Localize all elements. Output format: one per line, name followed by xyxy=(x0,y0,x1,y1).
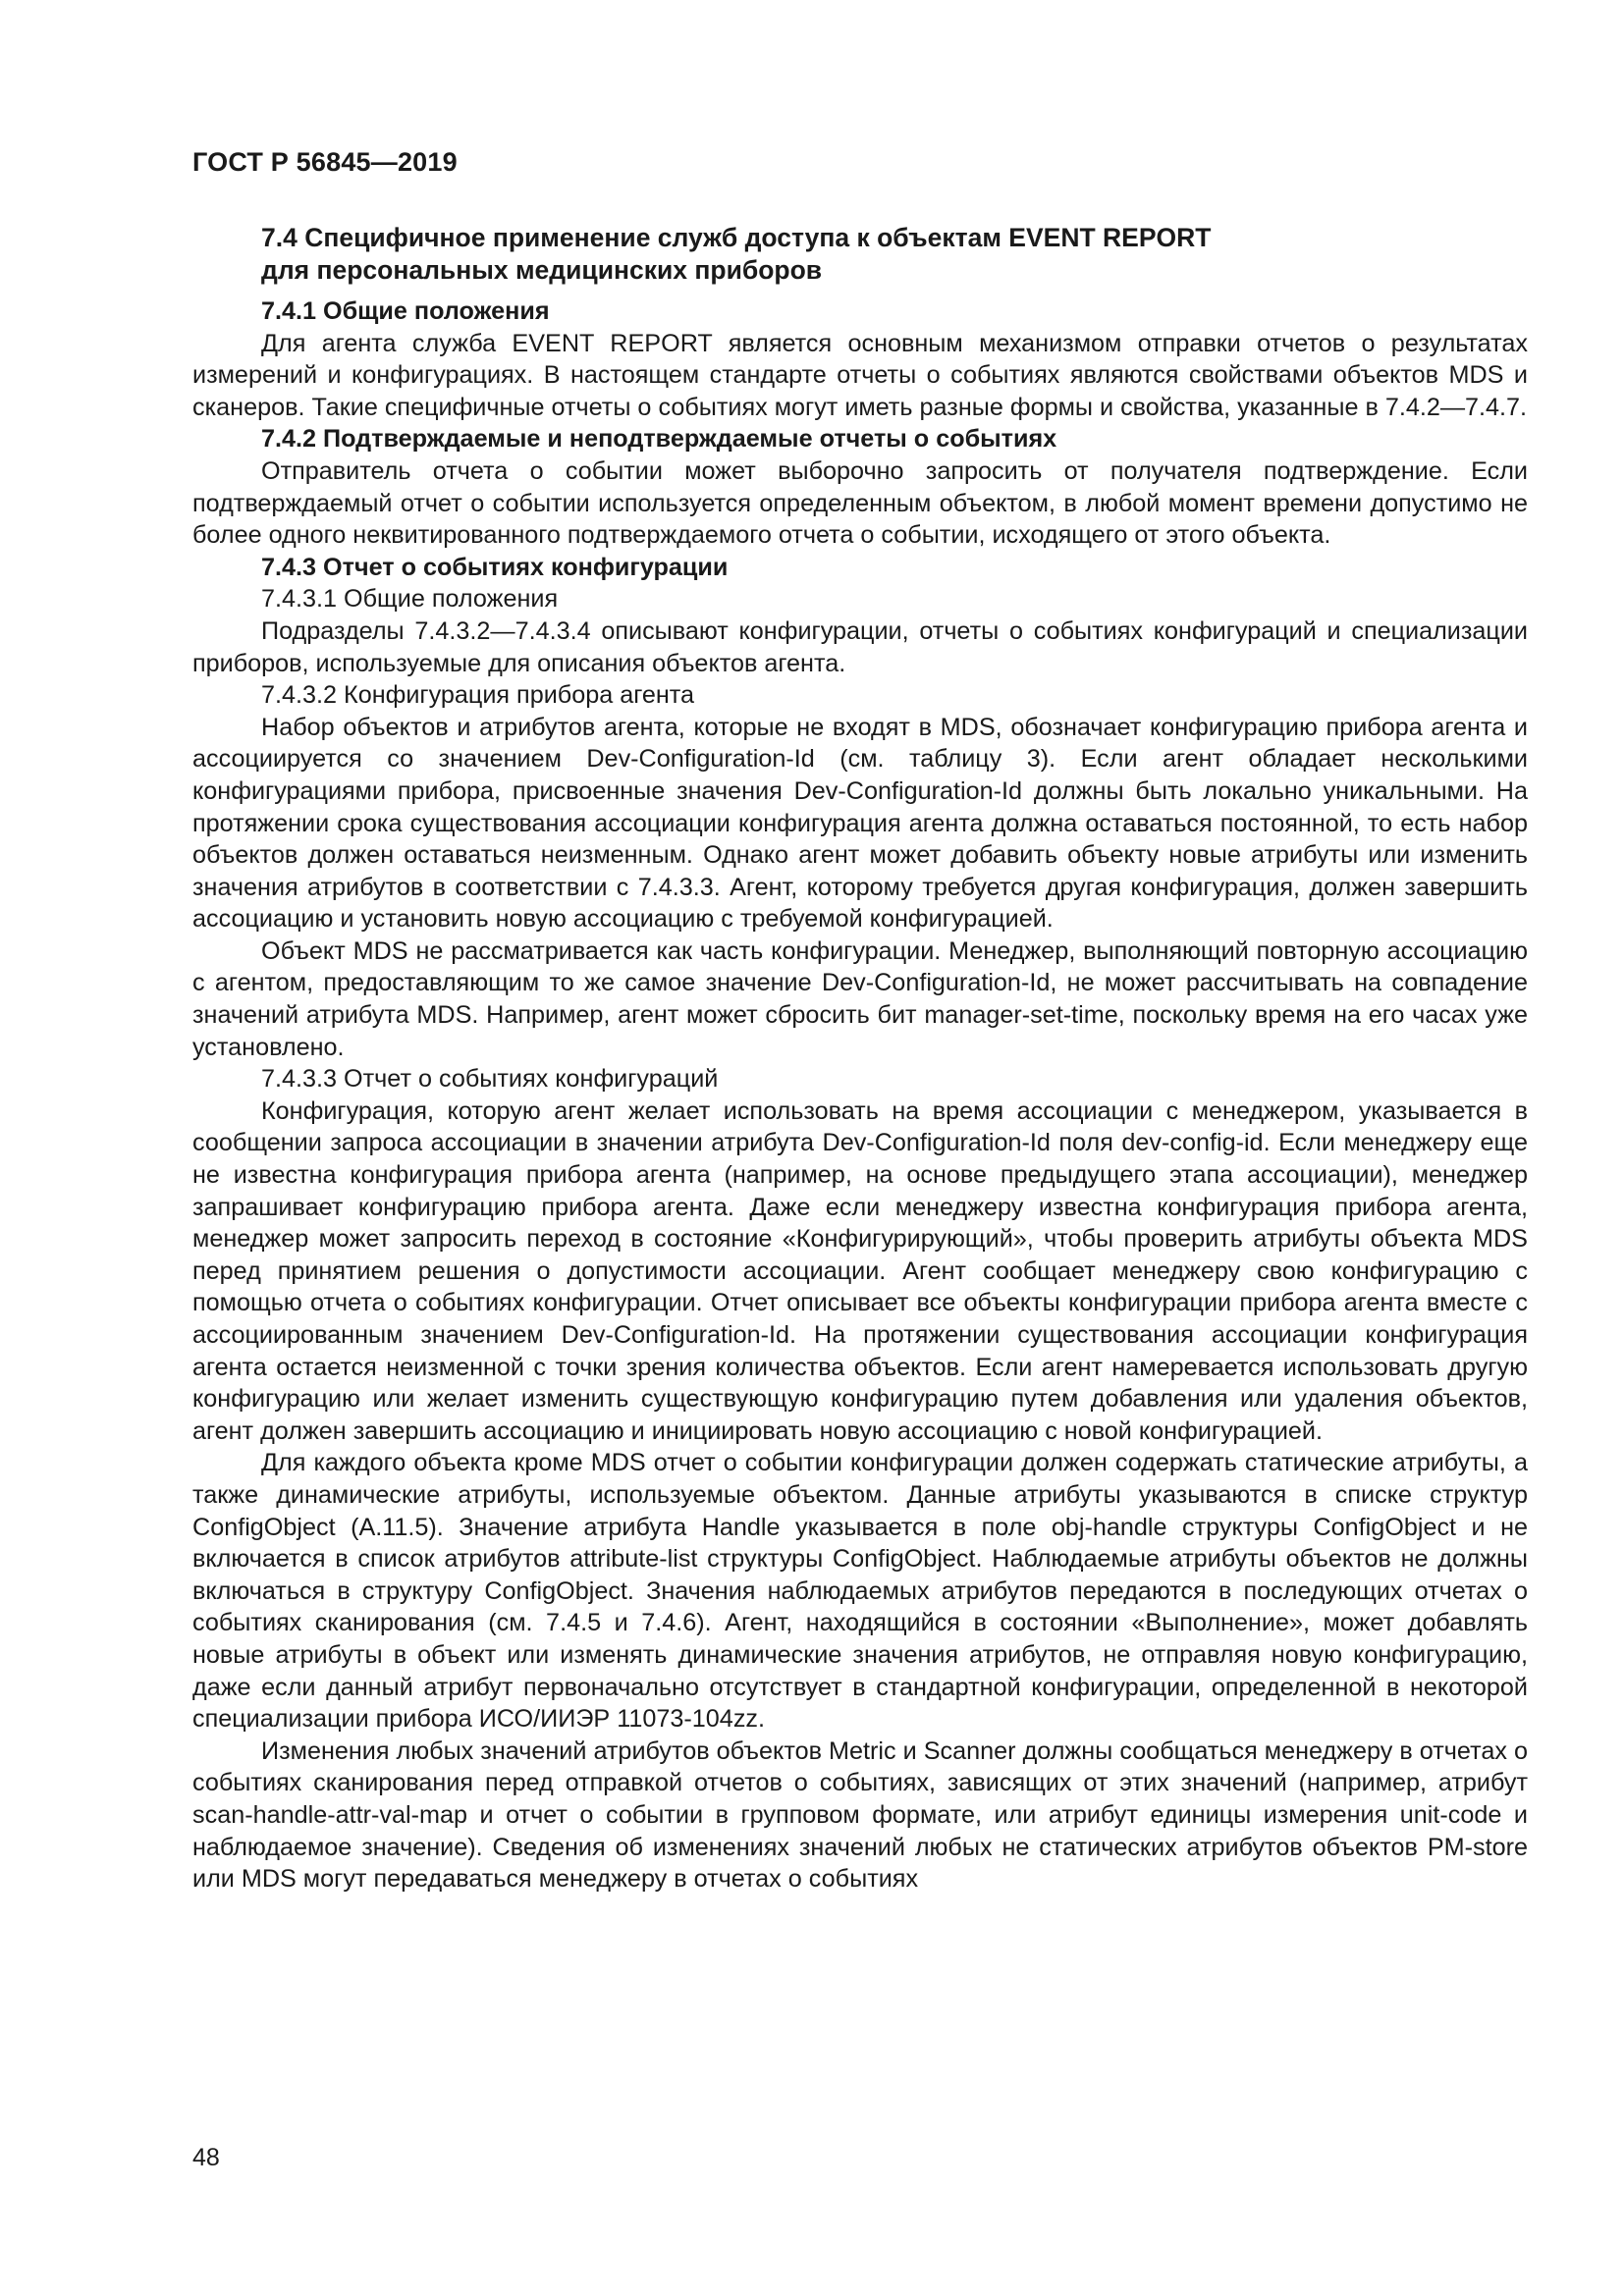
page-content xyxy=(192,222,1528,1896)
section-7-4-2-heading: 7.4.2 Подтверждаемые и неподтверждаемые отчеты о событиях xyxy=(261,425,1057,454)
standard-header: ГОСТ Р 56845—2019 xyxy=(192,147,458,177)
section-7-4-1-heading: 7.4.1 Общие положения xyxy=(261,297,550,325)
section-7-4-3-1-heading: 7.4.3.1 Общие положения xyxy=(261,585,559,614)
section-7-4-3-3-heading: 7.4.3.3 Отчет о событиях конфигураций xyxy=(261,1065,719,1094)
section-7-4-3-2-paragraph-1: Набор объектов и атрибутов агента, которые не входят в MDS, обозначает конфигурацию прибора агента и ассоциируется со значением Dev-Configuration-Id (см. таблицу 3). Если агент обладает несколькими конфигурациями прибора, присвоенные значения Dev-Configuration-Id должны быть локально уникальными. На протяжении срока существования ассоциации конфигурация агента должна оставаться постоянной, то есть набор объектов должен оставаться неизменным. Однако агент может добавить объекту новые атрибуты или изменить значения атрибутов в соответствии с 7.4.3.3. Агент, которому требуется другая конфигурация, должен завершить ассоциацию и установить новую ассоциацию с требуемой конфигурацией. xyxy=(192,713,1528,934)
section-7-4-title xyxy=(261,222,1528,287)
section-7-4-3-2-paragraph-2: Объект MDS не рассматривается как часть конфигурации. Менеджер, выполняющий повторную ассоциацию с агентом, предоставляющим то же самое значение Dev-Configuration-Id, не может рассчитывать на совпадение значений атрибута MDS. Например, агент может сбросить бит manager-set-time, поскольку время на его часах уже установлено. xyxy=(192,936,1528,1061)
section-7-4-3-heading: 7.4.3 Отчет о событиях конфигурации xyxy=(261,553,729,581)
page-number: 48 xyxy=(192,2144,220,2171)
section-7-4-3-2-heading: 7.4.3.2 Конфигурация прибора агента xyxy=(261,681,695,710)
section-7-4-3-3-paragraph-2: Для каждого объекта кроме MDS отчет о событии конфигурации должен содержать статические атрибуты, а также динамические атрибуты, используемые объектом. Данные атрибуты указываются в списке структур ConfigObject (A.11.5). Значение атрибута Handle указывается в поле obj-handle структуры ConfigObject и не включается в список атрибутов attribute-list структуры ConfigObject. Наблюдаемые атрибуты объектов не должны включаться в структуру ConfigObject. Значения наблюдаемых атрибутов передаются в последующих отчетах о событиях сканирования (см. 7.4.5 и 7.4.6). Агент, находящийся в состоянии «Выполнение», может добавлять новые атрибуты в объект или изменять динамические значения атрибутов, не отправляя новую конфигурацию, даже если данный атрибут первоначально отсутствует в стандартной конфигурации, определенной в некоторой специализации прибора ИСО/ИИЭР 11073-104zz. xyxy=(192,1449,1528,1734)
section-7-4-3-3-paragraph-3: Изменения любых значений атрибутов объектов Metric и Scanner должны сообщаться менеджеру в отчетах о событиях сканирования перед отправкой отчетов о событиях, зависящих от этих значений (например, атрибут scan-handle-attr-val-map и отчет о событии в групповом формате, или атрибут единицы измерения unit-code и наблюдаемое значение). Сведения об изменениях значений любых не статических атрибутов объектов PM-store или MDS могут передаваться менеджеру в отчетах о событиях xyxy=(192,1736,1528,1894)
section-7-4-title-line1: 7.4 Специфичное применение служб доступа к объектам EVENT REPORT xyxy=(261,223,1212,252)
section-7-4-title-line2: для персональных медицинских приборов xyxy=(261,255,823,285)
section-7-4-1-paragraph: Для агента служба EVENT REPORT является основным механизмом отправки отчетов о результатах измерений и конфигурациях. В настоящем стандарте отчеты о событиях являются свойствами объектов MDS и сканеров. Такие специфичные отчеты о событиях могут иметь разные формы и свойства, указанные в 7.4.2—7.4.7. xyxy=(192,329,1528,421)
section-7-4-3-1-paragraph: Подразделы 7.4.3.2—7.4.3.4 описывают конфигурации, отчеты о событиях конфигураций и специализации приборов, используемые для описания объектов агента. xyxy=(192,616,1528,677)
section-7-4-2-paragraph: Отправитель отчета о событии может выборочно запросить от получателя подтверждение. Если подтверждаемый отчет о событии используется определенным объектом, в любой момент времени допустимо не более одного неквитированного подтверждаемого отчета о событии, исходящего от этого объекта. xyxy=(192,456,1528,550)
section-7-4-3-3-paragraph-1: Конфигурация, которую агент желает использовать на время ассоциации с менеджером, указывается в сообщении запроса ассоциации в значении атрибута Dev-Configuration-Id поля dev-config-id. Если менеджеру еще не известна конфигурация прибора агента (например, на основе предыдущего этапа ассоциации), менеджер запрашивает конфигурацию прибора агента. Даже если менеджеру известна конфигурация прибора агента, менеджер может запросить переход в состояние «Конфигурирующий», чтобы проверить атрибуты объекта MDS перед принятием решения о допустимости ассоциации. Агент сообщает менеджеру свою конфигурацию с помощью отчета о событиях конфигурации. Отчет описывает все объекты конфигурации прибора агента вместе с ассоциированным значением Dev-Configuration-Id. На протяжении существования ассоциации конфигурация агента остается неизменной с точки зрения количества объектов. Если агент намеревается использовать другую конфигурацию или желает изменить существующую конфигурацию путем добавления или удаления объектов, агент должен завершить ассоциацию и инициировать новую ассоциацию с новой конфигурацией. xyxy=(192,1096,1528,1445)
